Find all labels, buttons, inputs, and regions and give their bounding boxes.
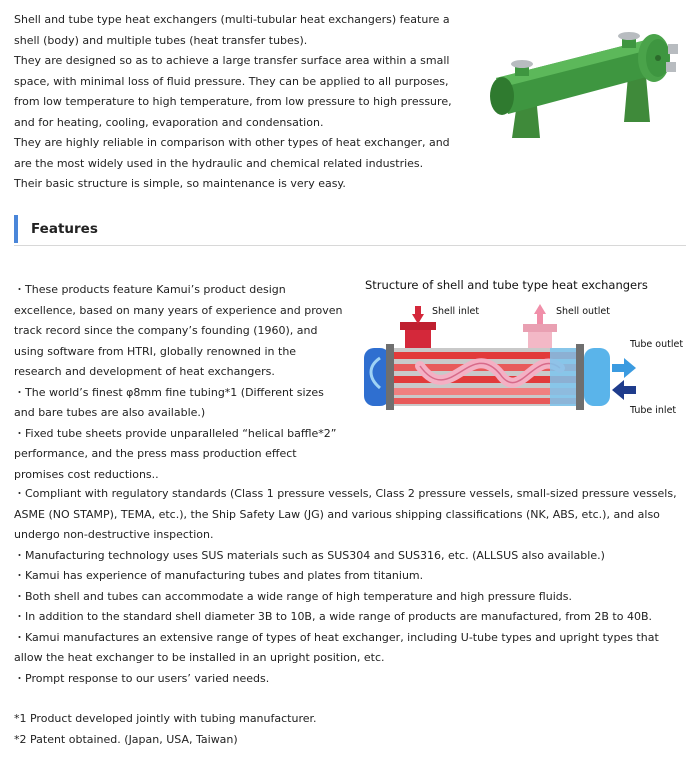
features-list-wide	[14, 484, 690, 689]
feature-item: ・These products feature Kamui’s product design excellence, based on many years of experience and proven track record since the company’s founding (1960), and using software from HTRI, globally renowned in the research and development of heat exchangers.	[14, 283, 343, 378]
heat-exchanger-photo	[478, 18, 684, 146]
intro-paragraph-4: Their basic structure is simple, so maintenance is very easy.	[14, 177, 346, 190]
diagram-title: Structure of shell and tube type heat exchangers	[365, 278, 648, 292]
intro-paragraph-2: They are designed so as to achieve a large transfer surface area within a small space, with minimal loss of fluid pressure. They can be applied to all purposes, from low temperature to high temperature, from low pressure to high pressure, and for heating, cooling, evaporation and condensation.	[14, 54, 452, 129]
shell-outlet-label: Shell outlet	[556, 306, 610, 317]
section-accent-bar	[14, 215, 18, 243]
structure-diagram	[360, 278, 692, 428]
tube-outlet-label: Tube outlet	[630, 339, 684, 350]
feature-item: ・Compliant with regulatory standards (Class 1 pressure vessels, Class 2 pressure vessels, small-sized pressure vessels, ASME (NO STAMP), TEMA, etc.), the Ship Safety Law (JG) and various shipping classifications (NK, ABS, etc.), and also undergo non-destructive inspection.	[14, 487, 677, 541]
feature-item: ・In addition to the standard shell diameter 3B to 10B, a wide range of products are manufactured, from 2B to 40B.	[14, 610, 652, 623]
feature-item: ・Manufacturing technology uses SUS materials such as SUS304 and SUS316, etc. (ALLSUS also available.)	[14, 548, 605, 562]
footnotes	[14, 709, 317, 750]
footnote-2: *2 Patent obtained. (Japan, USA, Taiwan)	[14, 732, 238, 746]
feature-item: ・Both shell and tubes can accommodate a wide range of high temperature and high pressure fluids.	[14, 589, 572, 603]
features-list-narrow	[14, 280, 346, 485]
feature-item: ・The world’s finest φ8mm fine tubing*1 (Different sizes and bare tubes are also available.)	[14, 385, 324, 419]
tube-inlet-label: Tube inlet	[630, 405, 677, 416]
feature-item: ・Prompt response to our users’ varied needs.	[14, 671, 270, 685]
intro-text	[14, 10, 464, 195]
feature-item: ・Kamui manufactures an extensive range of types of heat exchanger, including U-tube types and upright types that allow the heat exchanger to be installed in an upright position, etc.	[14, 630, 659, 664]
features-section-header	[14, 215, 686, 246]
shell-inlet-label: Shell inlet	[432, 306, 480, 317]
intro-paragraph-1: Shell and tube type heat exchangers (multi-tubular heat exchangers) feature a shell (body) and multiple tubes (heat transfer tubes).	[14, 13, 450, 47]
section-title: Features	[31, 221, 98, 237]
feature-item: ・Kamui has experience of manufacturing tubes and plates from titanium.	[14, 569, 424, 582]
footnote-1: *1 Product developed jointly with tubing manufacturer.	[14, 712, 317, 725]
feature-item: ・Fixed tube sheets provide unparalleled “helical baffle*2” performance, and the press mass production effect promises cost reductions..	[14, 426, 337, 481]
intro-paragraph-3: They are highly reliable in comparison with other types of heat exchanger, and are the most widely used in the hydraulic and chemical related industries.	[14, 136, 450, 170]
